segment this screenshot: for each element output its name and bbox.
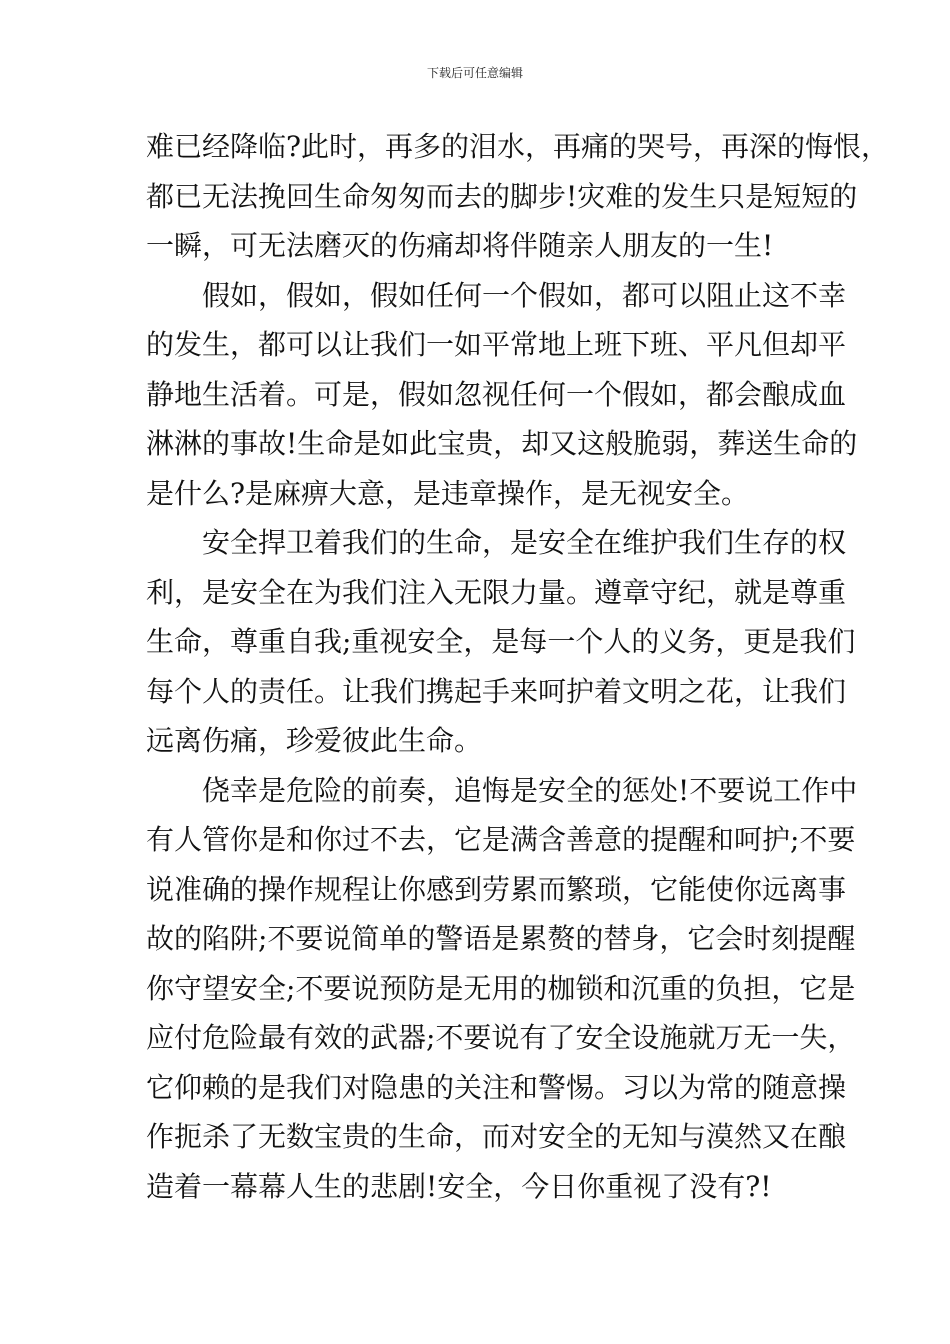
text-line: 安全捍卫着我们的生命，是安全在维护我们生存的权 xyxy=(202,526,847,559)
text-line: 一瞬，可无法磨灭的伤痛却将伴随亲人朋友的一生! xyxy=(146,229,774,262)
text-line: 利，是安全在为我们注入无限力量。遵章守纪，就是尊重 xyxy=(146,575,847,609)
text-line: 应付危险最有效的武器;不要说有了安全设施就万无一失， xyxy=(146,1021,856,1054)
text-line: 每个人的责任。让我们携起手来呵护着文明之花，让我们 xyxy=(146,674,847,708)
text-line: 远离伤痛，珍爱彼此生命。 xyxy=(146,724,483,757)
text-line: 静地生活着。可是，假如忽视任何一个假如，都会酿成血 xyxy=(146,377,847,411)
text-line: 说准确的操作规程让你感到劳累而繁琐，它能使你远离事 xyxy=(146,872,847,906)
text-line: 有人管你是和你过不去，它是满含善意的提醒和呵护;不要 xyxy=(146,823,856,856)
text-line: 作扼杀了无数宝贵的生命，而对安全的无知与漠然又在酿 xyxy=(146,1120,847,1153)
text-line: 都已无法挽回生命匆匆而去的脚步!灾难的发生只是短短的 xyxy=(146,179,858,213)
page-header: 下载后可任意编辑 xyxy=(426,66,523,80)
text-line: 故的陷阱;不要说简单的警语是累赘的替身，它会时刻提醒 xyxy=(146,922,856,955)
paragraph-2 xyxy=(146,271,858,519)
text-line: 淋淋的事故!生命是如此宝贵，却又这般脆弱，葬送生命的 xyxy=(146,427,858,460)
text-line: 假如，假如，假如任何一个假如，都可以阻止这不幸 xyxy=(202,278,847,312)
text-line: 你守望安全;不要说预防是无用的枷锁和沉重的负担，它是 xyxy=(146,971,856,1005)
text-line: 侥幸是危险的前奏，追悔是安全的惩处!不要说工作中 xyxy=(202,773,858,807)
paragraph-3 xyxy=(146,518,856,766)
document-body xyxy=(146,122,890,1211)
paragraph-1 xyxy=(146,122,890,271)
text-line: 难已经降临?此时，再多的泪水，再痛的哭号，再深的悔恨， xyxy=(146,130,890,163)
text-line: 生命，尊重自我;重视安全，是每一个人的义务，更是我们 xyxy=(146,625,856,658)
text-line: 它仰赖的是我们对隐患的关注和警惕。习以为常的随意操 xyxy=(146,1070,847,1104)
text-line: 是什么?是麻痹大意，是违章操作，是无视安全。 xyxy=(146,476,750,510)
text-line: 的发生，都可以让我们一如平常地上班下班、平凡但却平 xyxy=(146,328,847,361)
paragraph-4 xyxy=(146,766,858,1212)
text-line: 造着一幕幕人生的悲剧!安全，今日你重视了没有?! xyxy=(146,1169,772,1203)
